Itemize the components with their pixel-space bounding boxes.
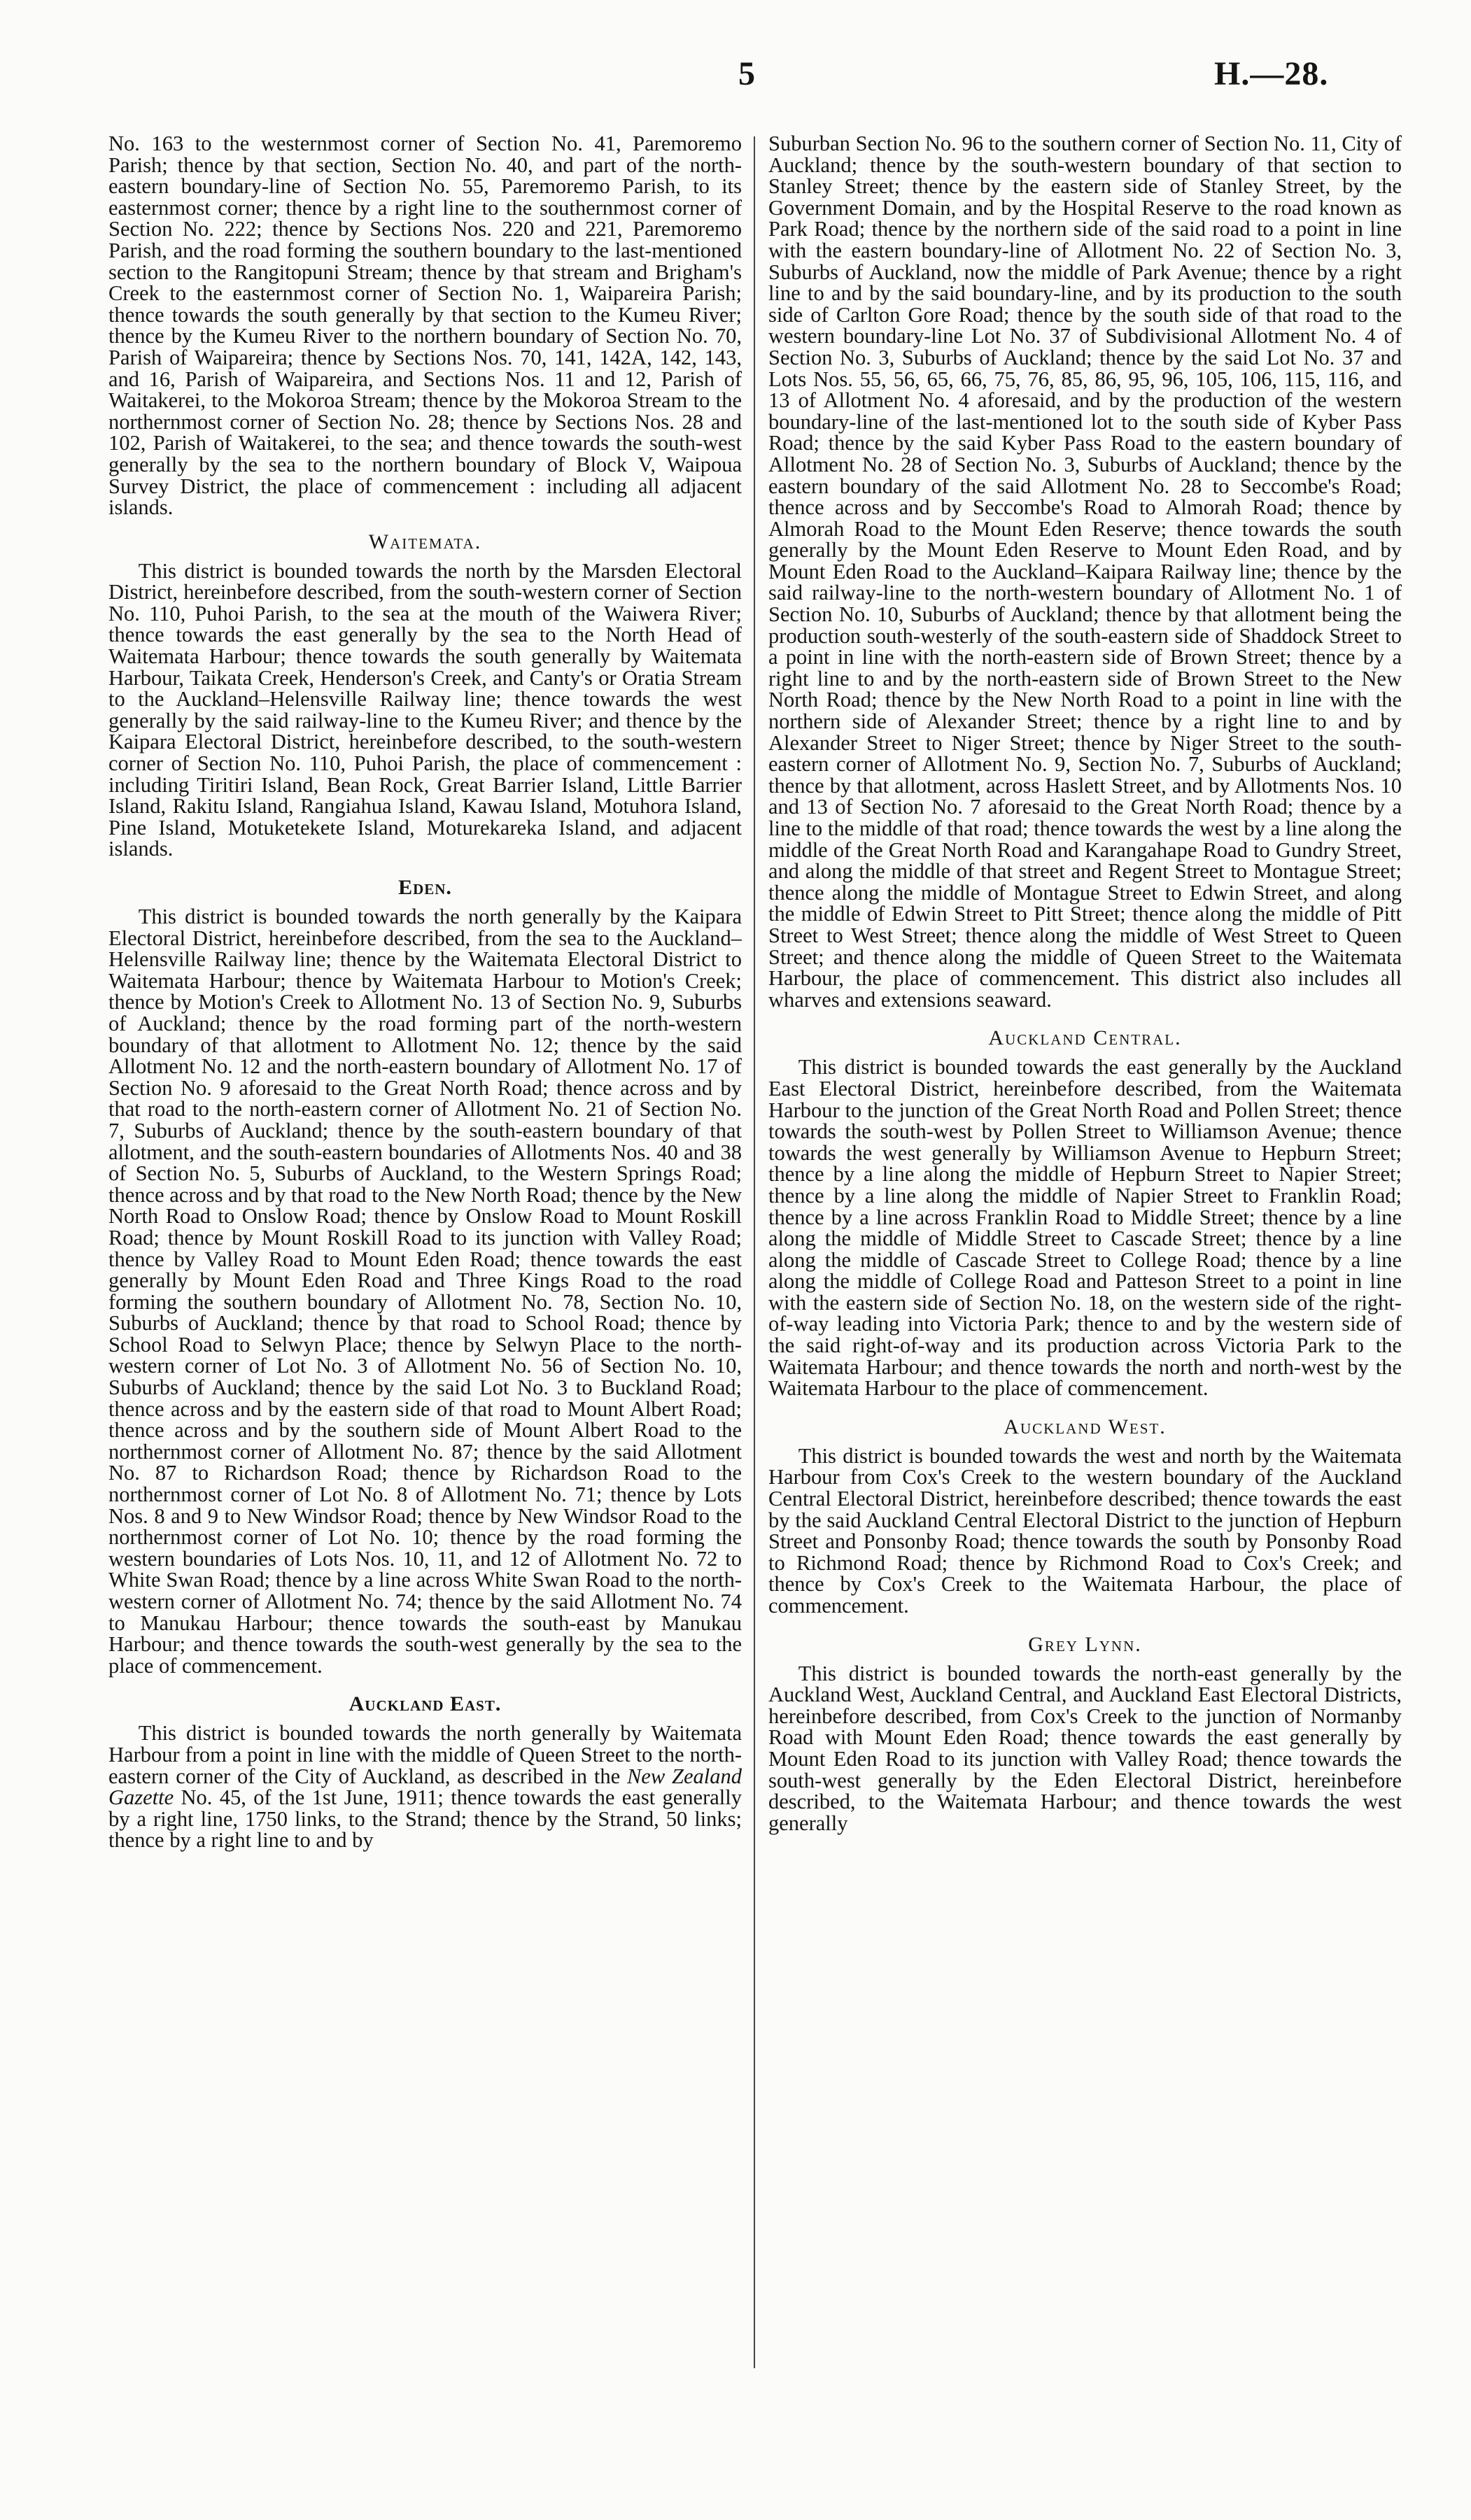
gazette-title: New Zealand Gazette <box>108 1764 742 1810</box>
page-number: 5 <box>738 55 755 92</box>
column-divider <box>754 136 755 2368</box>
document-reference: H.—28. <box>1214 55 1329 92</box>
right-column <box>768 133 1402 2470</box>
section-heading-auckland-central: Auckland Central. <box>988 1026 1182 1050</box>
paragraph-auckland-central: This district is bounded towards the east generally by the Auckland East Electoral District, hereinbefore described, from the Waitemata Harbour to the junction of the Great North Road and Pollen Street; thence towards the south-west by Pollen Street to Williamson Avenue; thence towards the west generally by Williamson Avenue to Hepburn Street; thence by a line along the middle of Hepburn Street to Napier Street; thence by a line along the middle of Napier Street to Franklin Road; thence by a line across Franklin Road to Middle Street; thence by a line along the middle of Middle Street to Cascade Street; thence by a line along the middle of Cascade Street to College Road; thence by a line along the middle of College Road and Patteson Street to a point in line with the eastern side of Section No. 18, on the western side of the right-of-way leading into Victoria Park; thence to and by the western side of the said right-of-way and its production across Victoria Park to the Waitemata Harbour; and thence towards the north and north-west by the Waitemata Harbour to the place of commencement. <box>768 1055 1402 1401</box>
page-header <box>0 55 1471 104</box>
section-heading-eden: Eden. <box>398 876 452 899</box>
paragraph-auckland-west: This district is bounded towards the west and north by the Waitemata Harbour from Cox's Creek to the western boundary of the Auckland Central Electoral District, hereinbefore described; thence towards the east by the said Auckland Central Electoral District to the junction of Hepburn Street and Ponsonby Road; thence towards the south by Ponsonby Road to Richmond Road; thence by Richmond Road to Cox's Creek; and thence by Cox's Creek to the Waitemata Harbour, the place of commencement. <box>768 1443 1402 1618</box>
section-heading-grey-lynn: Grey Lynn. <box>1028 1632 1142 1656</box>
auckland-east-text-end: No. 45, of the 1st June, 1911; thence towards the east generally by a right line, 1750 links, to the Strand; thence by the Strand, 50 links; thence by a right line to and by <box>108 1785 742 1853</box>
paragraph-continuation: No. 163 to the westernmost corner of Section No. 41, Paremoremo Parish; thence by that section, Section No. 40, and part of the north-eastern boundary-line of Section No. 55, Paremoremo Parish, to its easternmost corner; thence by a right line to the southernmost corner of Section No. 222; thence by Sections Nos. 220 and 221, Paremoremo Parish, and the road forming the southern boundary to the last-mentioned section to the Rangitopuni Stream; thence by that stream and Brigham's Creek to the easternmost corner of Section No. 1, Waipareira Parish; thence towards the south generally by that section to the Kumeu River; thence by the Kumeu River to the northern boundary of Section No. 70, Parish of Waipareira; thence by Sections Nos. 70, 141, 142A, 142, 143, and 16, Parish of Waipareira, and Sections Nos. 11 and 12, Parish of Waitakerei, to the Mokoroa Stream; thence by the Mokoroa Stream to the northernmost corner of Section No. 28; thence by Sections Nos. 28 and 102, Parish of Waitakerei, to the sea; and thence towards the south-west generally by the sea to the northern boundary of Block V, Waipoua Survey District, the place of commencement : including all adjacent islands. <box>108 133 742 520</box>
auckland-east-text-start: This district is bounded towards the north generally by Waitemata Harbour from a point in line with the middle of Queen Street to the north-eastern corner of the City of Auckland, as described in the <box>108 1721 742 1788</box>
paragraph-waitemata: This district is bounded towards the north by the Marsden Electoral District, hereinbefore described, from the south-western corner of Section No. 110, Puhoi Parish, to the sea at the mouth of the Waiwera River; thence towards the east generally by the sea to the North Head of Waitemata Harbour; thence towards the south generally by Waitemata Harbour, Taikata Creek, Henderson's Creek, and Canty's or Oratia Stream to the Auckland–Helensville Railway line; thence towards the west generally by the said railway-line to the Kumeu River; and thence by the Kaipara Electoral District, hereinbefore described, to the south-western corner of Section No. 110, Puhoi Parish, the place of commencement : including Tiritiri Island, Bean Rock, Great Barrier Island, Little Barrier Island, Rakitu Island, Rangiahua Island, Kawau Island, Motuhora Island, Pine Island, Motuketekete Island, Moturekareka Island, and adjacent islands. <box>108 558 742 861</box>
left-column <box>108 133 742 2470</box>
section-heading-auckland-west: Auckland West. <box>1004 1415 1167 1438</box>
paragraph-continuation-right: Suburban Section No. 96 to the southern corner of Section No. 11, City of Auckland; thence by the south-western boundary of that section to Stanley Street; thence by the eastern side of Stanley Street, by the Government Domain, and by the Hospital Reserve to the road known as Park Road; thence by the northern side of the said road to a point in line with the eastern boundary-line of Allotment No. 22 of Section No. 3, Suburbs of Auckland, now the middle of Park Avenue; thence by a right line to and by the said boundary-line, and by its production to the south side of Carlton Gore Road; thence by the south side of that road to the western boundary-line Lot No. 37 of Subdivisional Allotment No. 4 of Section No. 3, Suburbs of Auckland; thence by the said Lot No. 37 and Lots Nos. 55, 56, 65, 66, 75, 76, 85, 86, 95, 96, 105, 106, 115, 116, and 13 of Allotment No. 4 aforesaid, and by the production of the western boundary-line of the last-mentioned lot to the south side of Kyber Pass Road; thence by the said Kyber Pass Road to the eastern boundary of Allotment No. 28 of Section No. 3, Suburbs of Auckland; thence by the eastern boundary of the said Allotment No. 28 to Seccombe's Road; thence across and by Seccombe's Road to Almorah Road; thence by Almorah Road to the Mount Eden Reserve; thence towards the south generally by the Mount Eden Reserve to Mount Eden Road, and by Mount Eden Road to the Auckland–Kaipara Railway line; thence by the said railway-line to the north-western boundary of Allotment No. 1 of Section No. 10, Suburbs of Auckland; thence by that allotment being the production south-westerly of the south-eastern side of Shaddock Street to a point in line with the north-eastern side of Brown Street; thence by a right line to and by the north-eastern side of Brown Street to the New North Road; thence by the New North Road to a point in line with the northern side of Alexander Street; thence by a right line to and by Alexander Street to Niger Street; thence by Niger Street to the south-eastern corner of Allotment No. 9, Section No. 7, Suburbs of Auckland; thence by that allotment, across Haslett Street, and by Allotments Nos. 10 and 13 of Section No. 7 aforesaid to the Great North Road; thence by a line to the middle of that road; thence towards the west by a line along the middle of the Great North Road and Karangahape Road to Gundry Street, and along the middle of that street and Regent Street to Montague Street; thence along the middle of Montague Street to Edwin Street, and along the middle of Edwin Street to Pitt Street; thence along the middle of Pitt Street to West Street; thence along the middle of West Street to Queen Street; and thence along the middle of Queen Street to the Waitemata Harbour, the place of commencement. This district also includes all wharves and extensions seaward. <box>768 133 1402 1012</box>
paragraph-auckland-east <box>108 1722 742 1851</box>
section-heading-waitemata: Waitemata. <box>368 530 482 553</box>
paragraph-grey-lynn: This district is bounded towards the north-east generally by the Auckland West, Auckland Central, and Auckland East Electoral Districts, hereinbefore described, from Cox's Creek to the junction of Normanby Road with Mount Eden Road; thence towards the east generally by Mount Eden Road to its junction with Valley Road; thence towards the south-west generally by the Eden Electoral District, hereinbefore described, to the Waitemata Harbour; and thence towards the west generally <box>768 1661 1402 1835</box>
section-heading-auckland-east: Auckland East. <box>349 1692 502 1716</box>
paragraph-eden: This district is bounded towards the north generally by the Kaipara Electoral District, hereinbefore described, from the sea to the Auckland–Helensville Railway line; thence by the Waitemata Electoral District to Waitemata Harbour; thence by Waitemata Harbour to Motion's Creek; thence by Motion's Creek to Allotment No. 13 of Section No. 9, Suburbs of Auckland; thence by the road forming part of the north-western boundary of that allotment to Allotment No. 12; thence by the said Allotment No. 12 and the north-eastern boundary of Allotment No. 17 of Section No. 9 aforesaid to the Great North Road; thence across and by that road to the north-eastern corner of Allotment No. 21 of Section No. 7, Suburbs of Auckland; thence by the south-eastern boundary of that allotment, and the south-eastern boundaries of Allotments Nos. 40 and 38 of Section No. 5, Suburbs of Auckland, to the Western Springs Road; thence across and by that road to the New North Road; thence by the New North Road to Onslow Road; thence by Onslow Road to Mount Roskill Road; thence by Mount Roskill Road to its junction with Valley Road; thence by Valley Road to Mount Eden Road; thence towards the east generally by Mount Eden Road and Three Kings Road to the road forming the southern boundary of Allotment No. 78, Section No. 10, Suburbs of Auckland; thence by that road to School Road; thence by School Road to Selwyn Place; thence by Selwyn Place to the north-western corner of Lot No. 3 of Allotment No. 56 of Section No. 10, Suburbs of Auckland; thence by the said Lot No. 3 to Buckland Road; thence across and by the eastern side of that road to Mount Albert Road; thence across and by the southern side of Mount Albert Road to the northernmost corner of Allotment No. 87; thence by the said Allotment No. 87 to Richardson Road; thence by Richardson Road to the northernmost corner of Lot No. 8 of Allotment No. 71; thence by Lots Nos. 8 and 9 to New Windsor Road; thence by New Windsor Road to the northernmost corner of Lot No. 10; thence by the road forming the western boundaries of Lots Nos. 10, 11, and 12 of Allotment No. 72 to White Swan Road; thence by a line across White Swan Road to the north-western corner of Allotment No. 74; thence by the said Allotment No. 74 to Manukau Harbour; thence towards the south-east by Manukau Harbour; and thence towards the south-west generally by the sea to the place of commencement. <box>108 905 742 1678</box>
